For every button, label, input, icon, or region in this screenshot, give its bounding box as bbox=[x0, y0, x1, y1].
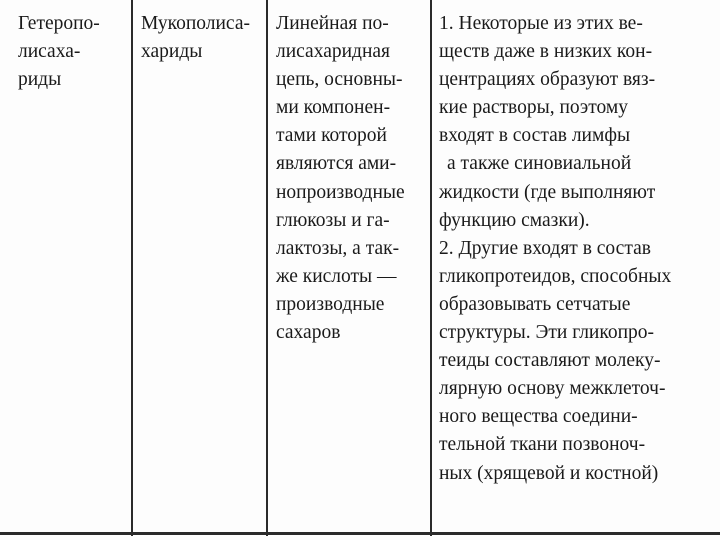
text-line: хариды bbox=[141, 41, 203, 63]
text-line: 2. Другие входят в состав bbox=[439, 237, 651, 259]
text-line: риды bbox=[18, 69, 62, 91]
text-line: лярную основу межклеточ- bbox=[439, 378, 666, 400]
text-line: ществ даже в низких кон- bbox=[439, 41, 653, 63]
cell-functions bbox=[439, 10, 709, 488]
column-divider-3 bbox=[430, 0, 432, 536]
text-line: сахаров bbox=[276, 322, 341, 344]
text-line: Мукополиса- bbox=[141, 13, 250, 34]
text-line: лисаха- bbox=[18, 41, 81, 63]
text-line: функцию смазки). bbox=[439, 209, 590, 231]
text-line: центрациях образуют вяз- bbox=[439, 69, 656, 91]
text-line: же кислоты — bbox=[276, 265, 397, 287]
text-line: цепь, основны- bbox=[276, 69, 403, 91]
text-line: лактозы, а так- bbox=[276, 237, 400, 259]
cell-group-name bbox=[141, 10, 263, 66]
cell-structure bbox=[276, 10, 426, 347]
text-line: гликопротеидов, способных bbox=[439, 265, 672, 287]
column-divider-1 bbox=[131, 0, 133, 536]
text-line: 1. Некоторые из этих ве- bbox=[439, 13, 643, 34]
column-divider-2 bbox=[266, 0, 268, 536]
text-line: ного вещества соедини- bbox=[439, 406, 638, 428]
text-line: ми компонен- bbox=[276, 97, 391, 119]
text-line: являются ами- bbox=[276, 153, 397, 175]
text-line: структуры. Эти гликопро- bbox=[439, 322, 655, 344]
text-line: кие растворы, поэтому bbox=[439, 97, 628, 119]
text-line: глюкозы и га- bbox=[276, 209, 390, 231]
text-line: входят в состав лимфы bbox=[439, 125, 631, 147]
text-line: ных (хрящевой и костной) bbox=[439, 462, 659, 484]
cell-class-name bbox=[18, 10, 128, 94]
text-line: нопроизводные bbox=[276, 181, 405, 203]
text-line: Гетеропо- bbox=[18, 13, 100, 34]
text-line: образовывать сетчатые bbox=[439, 293, 631, 315]
text-line: тами которой bbox=[276, 125, 387, 147]
text-line: Линейная по- bbox=[276, 13, 389, 34]
text-line: лисахаридная bbox=[276, 41, 391, 63]
text-line: теиды составляют молеку- bbox=[439, 350, 661, 372]
text-line: тельной ткани позвоноч- bbox=[439, 434, 646, 456]
text-line: а также синовиальной bbox=[447, 153, 632, 175]
text-line: производные bbox=[276, 293, 385, 315]
table-bottom-border bbox=[0, 532, 720, 535]
text-line: жидкости (где выполняют bbox=[439, 181, 656, 203]
